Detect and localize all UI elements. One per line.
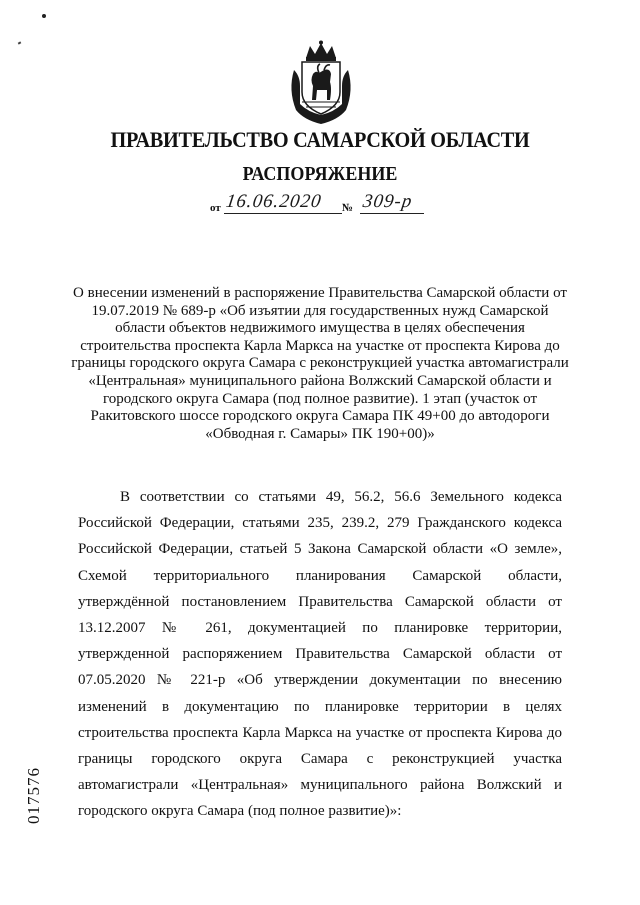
government-title: ПРАВИТЕЛЬСТВО САМАРСКОЙ ОБЛАСТИ [110,127,530,152]
speck-mark [18,41,22,44]
coat-of-arms-icon [286,40,356,126]
document-subject: О внесении изменений в распоряжение Правительства Самарской области от 19.07.2019 № 689-р «Об изъятии для государственных нужд Самарской области объектов недвижимого имущества в целях обеспечения строительства проспекта Карла Маркса на участке от проспекта Кирова до границы городского округа Самара с реконструкцией участка автомагистрали «Центральная» муниципального района Волжский Самарской области и городского округа Самара (под полное развитие). 1 этап (участок от Ракитовского шоссе городского округа Самара ПК 49+00 до автодороги «Обводная г. Самары» ПК 190+00)» [71,285,569,442]
document-type-title: РАСПОРЯЖЕНИЕ [242,163,398,185]
date-number-line [206,191,446,215]
body-paragraph: В соответствии со статьями 49, 56.2, 56.6 Земельного кодекса Российской Федерации, статьями 235, 239.2, 279 Гражданского кодекса Российской Федерации, статьей 5 Закона Самарской области «О земле», Схемой территориального планирования Самарской области, утверждённой постановлением Правительства Самарской области от 13.12.2007 № 261, документацией по планировке территории, утвержденной распоряжением Правительства Самарской области от 07.05.2020 № 221-р «Об утверждении документации по внесению изменений в документацию по планировке территории в целях строительства проспекта Карла Маркса на участке от проспекта Кирова до границы городского округа Самара с реконструкцией участка автомагистрали «Центральная» муниципального района Волжский и городского округа Самара (под полное развитие)»: [78,489,562,820]
handwritten-date: 16.06.2020 [224,191,324,212]
date-prefix: от [210,202,221,214]
date-underline [224,213,342,214]
number-underline [360,213,424,214]
speck-mark [42,14,46,18]
number-prefix: № [342,202,354,214]
side-serial-number: 017576 [24,767,43,824]
handwritten-number: 309-р [361,191,414,212]
